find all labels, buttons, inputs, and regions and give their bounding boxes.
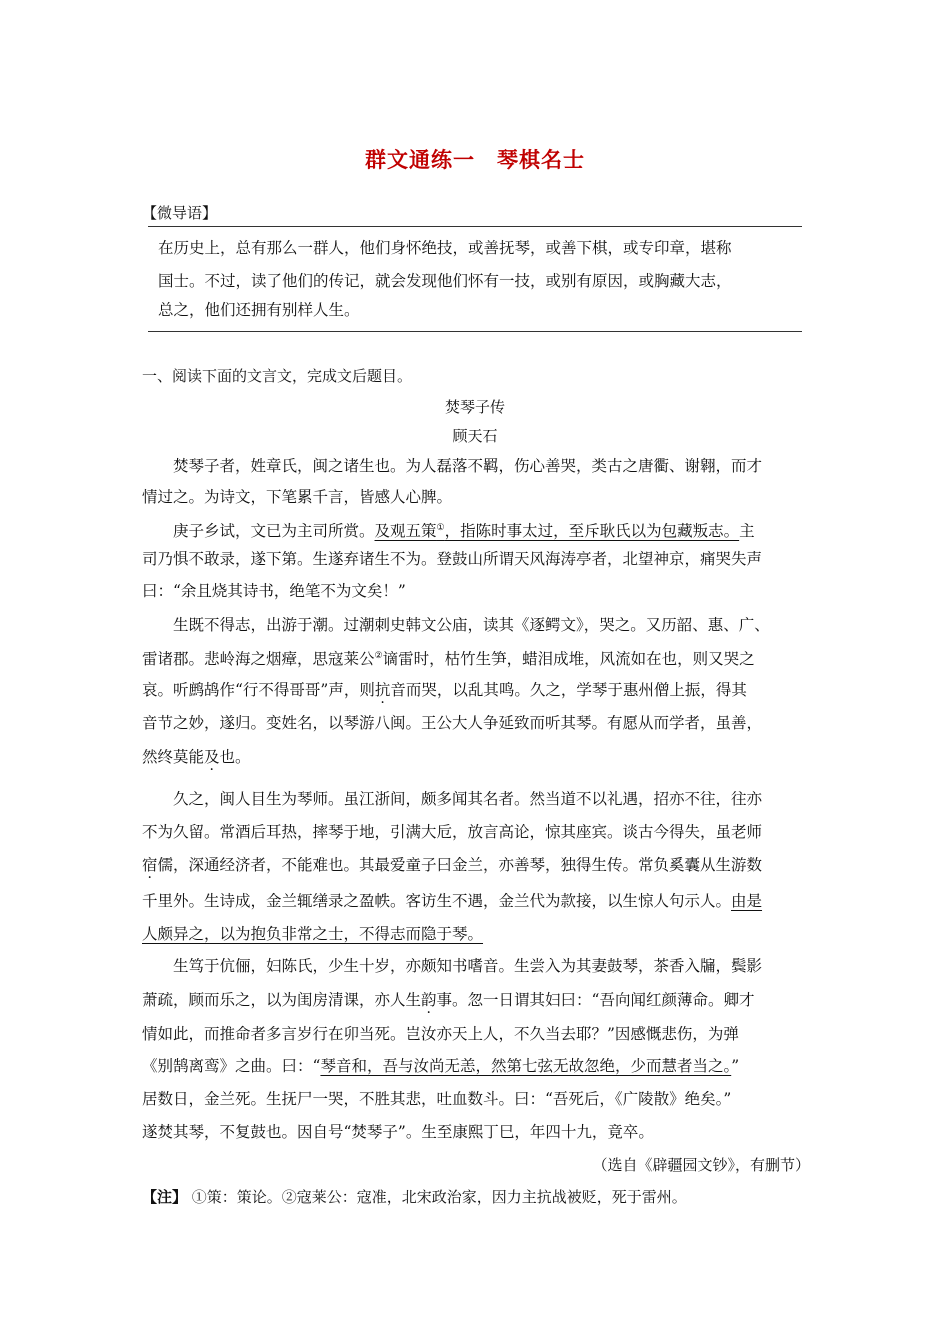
p3-line-2: 雷诸郡。悲岭海之烟瘴，思寇莱公②谪雷时，枯竹生笋，蜡泪成堆，风流如在也，则又哭之 — [142, 650, 755, 669]
guide-line-1: 在历史上，总有那么一群人，他们身怀绝技，或善抚琴，或善下棋，或专印章，堪称 — [158, 239, 732, 257]
guide-line-3: 总之，他们还拥有别样人生。 — [158, 301, 360, 319]
p5-line-5: 居数日，金兰死。生抚尸一哭，不胜其悲，吐血数斗。曰：“吾死后，《广陵散》绝矣。” — [142, 1090, 732, 1108]
dotted-char: 韵 — [421, 991, 437, 1009]
p3-line-4: 音节之妙，遂归。变姓名，以琴游八闽。王公大人争延致而听其琴。有愿从而学者，虽善， — [142, 714, 763, 732]
p4-line-1: 久之，闽人目生为琴师。虽江浙间，颇多闻其名者。然当道不以礼遇，招亦不往，往亦 — [173, 790, 763, 808]
dotted-char: 抗 — [374, 681, 391, 699]
p2-line-1: 庚子乡试，文已为主司所赏。及观五策①，指陈时事太过，至斥耿氏以为包藏叛志。主 — [173, 522, 755, 541]
p4-line-4: 千里外。生诗成，金兰辄缮录之盈帙。客访生不遇，金兰代为款接，以生惊人句示人。由是 — [142, 892, 763, 910]
p5-line-1: 生笃于伉俪，妇陈氏，少生十岁，亦颇知书嗜音。生尝入为其妻鼓琴，茶香入牖，鬓影 — [173, 957, 763, 975]
guide-line-2: 国士。不过，读了他们的传记，就会发现他们怀有一技，或别有原因，或胸藏大志， — [158, 272, 732, 290]
p5-line-3: 情如此，而推命者多言岁行在卯当死。岂汝亦天上人，不久当去耶？”因感慨悲伤，为弹 — [142, 1025, 739, 1043]
note-text: ①策：策论。②寇莱公：寇准，北宋政治家，因力主抗战被贬，死于雷州。 — [191, 1188, 687, 1206]
page-title: 群文通练一 琴棋名士 — [365, 148, 585, 172]
p2-line-3: 曰：“余且烧其诗书，绝笔不为文矣！” — [142, 582, 406, 600]
p1-line-2: 情过之。为诗文，下笔累千言，皆感人心脾。 — [142, 488, 453, 506]
p3-line-3: 哀。听鹧鸪作“行不得哥哥”声，则抗音而哭，以乱其鸣。久之，学琴于惠州僧上振，得其 — [142, 681, 747, 699]
p4-line-2: 不为久留。常酒后耳热，摔琴于地，引满大卮，放言高论，惊其座宾。谈古今得失，虽老师 — [142, 823, 763, 841]
p1-line-1: 焚琴子者，姓章氏，闽之诸生也。为人磊落不羁，伤心善哭，类古之唐衢、谢翱，而才 — [173, 457, 763, 475]
guide-bottom-rule — [148, 331, 802, 332]
footnote — [142, 1186, 687, 1207]
guide-top-rule — [148, 226, 802, 227]
p4-line-5: 人颇异之，以为抱负非常之士，不得志而隐于琴。 — [142, 925, 484, 943]
guide-label: 【微导语】 — [142, 204, 218, 222]
section-heading: 一、阅读下面的文言文，完成文后题目。 — [142, 367, 413, 385]
article-title: 焚琴子传 — [444, 398, 505, 416]
p4-line-3: 宿儒，深通经济者，不能难也。其最爱童子曰金兰，亦善琴，独得生传。常负奚囊从生游数 — [142, 856, 763, 874]
dotted-char: 宿 — [142, 856, 158, 874]
article-author: 顾天石 — [452, 427, 498, 445]
p3-line-1: 生既不得志，出游于潮。过潮刺史韩文公庙，读其《逐鳄文》，哭之。又历韶、惠、广、 — [173, 616, 770, 634]
p2-line-2: 司乃惧不敢录，遂下第。生遂弃诸生不为。登鼓山所谓天风海涛亭者，北望神京，痛哭失声 — [142, 550, 763, 568]
dotted-char: 及 — [204, 748, 220, 766]
note-label: 【注】 — [142, 1188, 188, 1206]
p5-line-4: 《别鹄离鸾》之曲。曰：“琴音和，吾与汝尚无恙，然第七弦无故忽绝，少而慧者当之。” — [142, 1057, 740, 1075]
p5-line-2: 萧疏，顾而乐之，以为闺房清课，亦人生韵事。忽一日谓其妇曰：“吾向闻红颜薄命。卿才 — [142, 991, 755, 1009]
source-citation: （选自《辟疆园文钞》，有删节） — [592, 1156, 810, 1174]
p5-line-6: 遂焚其琴，不复鼓也。因自号“焚琴子”。生至康熙丁巳，年四十九，竟卒。 — [142, 1123, 654, 1141]
p3-line-5: 然终莫能及也。 — [142, 748, 251, 766]
